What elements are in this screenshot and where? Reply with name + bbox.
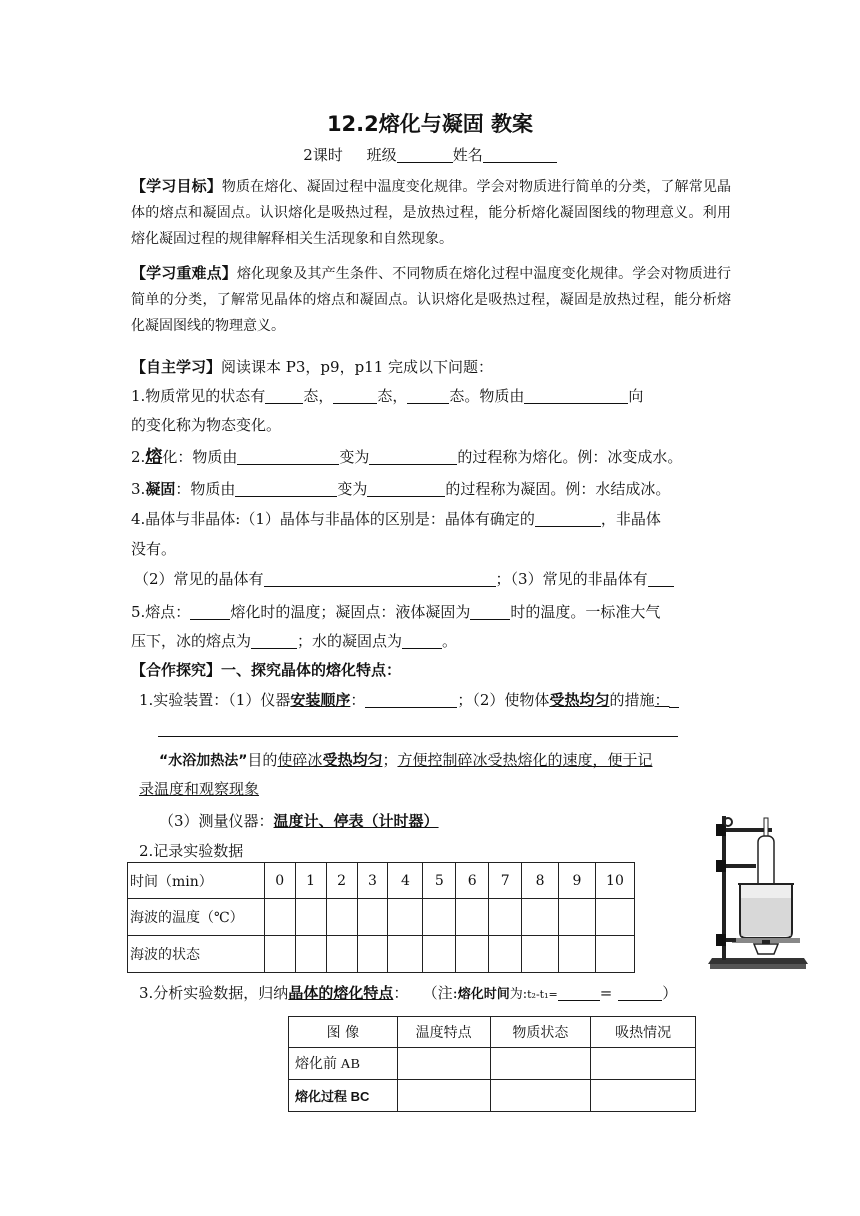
q3-blank-2[interactable] — [367, 480, 445, 497]
water-bath-sep: ； — [382, 751, 398, 769]
q5-text-b: 熔化时的温度；凝固点：液体凝固为 — [230, 603, 471, 621]
temperature-cell[interactable] — [264, 899, 295, 936]
step1-install-order: 安装顺序 — [290, 691, 351, 709]
state-cell[interactable] — [388, 936, 423, 973]
temperature-cell[interactable] — [326, 899, 357, 936]
step3-formula: t₂-t₁= — [527, 988, 558, 1001]
data-table — [127, 862, 635, 973]
state-cell[interactable] — [264, 936, 295, 973]
table-row — [128, 936, 635, 973]
q3-text-e: 的过程称为凝固。例：水结成冰。 — [445, 480, 671, 498]
step3-keyword: 晶体的熔化特点 — [288, 984, 394, 1002]
q1-blank-3[interactable] — [407, 387, 449, 404]
q4-blank-1[interactable] — [535, 510, 601, 527]
q3-number: 3. — [131, 480, 146, 498]
state-cell[interactable] — [489, 936, 522, 973]
state-cell[interactable] — [456, 936, 489, 973]
time-cell: 2 — [326, 863, 357, 899]
step1-colon-2: ： — [654, 691, 670, 709]
q4-text-a: 4.晶体与非晶体:（1）晶体与非晶体的区别是：晶体有确定的 — [131, 510, 535, 528]
time-cell: 3 — [357, 863, 388, 899]
temperature-cell[interactable] — [559, 899, 596, 936]
name-blank[interactable] — [483, 146, 557, 163]
step-2: 2.记录实验数据 — [139, 842, 244, 860]
water-bath-text-c: 使碎冰 — [277, 751, 323, 769]
goals-label: 【学习目标】 — [131, 177, 222, 195]
q5-text-d: 压下，冰的熔点为 — [131, 632, 252, 650]
analysis-cell[interactable] — [591, 1048, 696, 1079]
step1-text-a: 1.实验装置：（1）仪器 — [139, 691, 291, 709]
name-label: 姓名 — [452, 146, 483, 164]
q1-text-c: 态， — [377, 387, 408, 405]
key-points-text: 熔化现象及其产生条件、不同物质在熔化过程中温度变化规律。学会对物质进行简单的分类，了解常见晶体的熔点和凝固点。认识熔化是吸热过程，凝固是放热过程，能分析熔化凝固图线的物理意义。 — [131, 266, 731, 334]
q2-keyword: 熔 — [145, 447, 163, 467]
q5-text-c: 时的温度。一标准大气 — [510, 603, 661, 621]
row-label-temperature: 海波的温度（℃） — [128, 899, 265, 936]
state-cell[interactable] — [559, 936, 596, 973]
q2-text-e: 的过程称为熔化。例：冰变成水。 — [457, 448, 683, 466]
analysis-header-row — [289, 1017, 696, 1048]
water-bath-text-g: 录温度和观察现象 — [139, 780, 260, 798]
step1-blank-2[interactable] — [669, 691, 679, 708]
analysis-cell[interactable] — [397, 1079, 490, 1111]
q4-text-e: ；（3）常见的非晶体有 — [495, 570, 648, 588]
analysis-row-bc: 熔化过程 BC — [289, 1079, 398, 1111]
data-table-header-row — [128, 863, 635, 899]
water-bath-line — [159, 749, 759, 772]
step1-text-f: 的措施 — [609, 691, 655, 709]
q5-blank-3[interactable] — [251, 632, 297, 649]
state-cell[interactable] — [295, 936, 326, 973]
question-3 — [131, 478, 731, 500]
step1-uniform-heat: 受热均匀 — [549, 691, 610, 709]
q5-blank-1[interactable] — [190, 603, 230, 620]
q4-blank-3[interactable] — [648, 570, 674, 587]
table-row — [128, 899, 635, 936]
time-cell: 6 — [456, 863, 489, 899]
analysis-table — [288, 1016, 696, 1112]
step3-note-open: （注: — [422, 984, 458, 1002]
step-3 — [139, 982, 759, 1006]
measure-tools: 温度计、停表（计时器） — [273, 812, 439, 830]
time-cell: 0 — [264, 863, 295, 899]
analysis-cell[interactable] — [490, 1048, 591, 1079]
class-label: 班级 — [366, 146, 397, 164]
water-bath-term: “水浴加热法” — [159, 753, 248, 769]
class-blank[interactable] — [397, 146, 453, 163]
time-cell: 7 — [489, 863, 522, 899]
q5-blank-2[interactable] — [470, 603, 510, 620]
question-5 — [131, 601, 731, 623]
step1-answer-line[interactable] — [158, 736, 678, 737]
time-cell: 5 — [423, 863, 456, 899]
step3-melt-time: 熔化时间 — [457, 987, 510, 1002]
measure-label: （3）测量仪器： — [159, 812, 274, 830]
q3-text-d: 变为 — [337, 480, 368, 498]
step3-blank-2[interactable] — [618, 984, 662, 1001]
time-cell: 9 — [559, 863, 596, 899]
q4-text-c: 没有。 — [131, 540, 177, 558]
q3-keyword: 凝固 — [145, 480, 176, 498]
state-cell[interactable] — [357, 936, 388, 973]
q1-text-b: 态， — [303, 387, 334, 405]
analysis-header-heat: 吸热情况 — [591, 1017, 696, 1048]
self-study-text: 阅读课本 P3，p9，p11 完成以下问题： — [221, 358, 494, 376]
question-1 — [131, 385, 731, 407]
question-4-part2 — [134, 568, 734, 590]
q4-text-b: ，非晶体 — [600, 510, 661, 528]
q3-blank-1[interactable] — [235, 480, 337, 497]
step-1 — [139, 689, 739, 711]
measure-instruments — [159, 810, 759, 832]
q2-text-d: 变为 — [339, 448, 370, 466]
q2-text-c: 化：物质由 — [162, 448, 238, 466]
q5-text-f: 。 — [442, 632, 458, 650]
state-cell[interactable] — [595, 936, 634, 973]
q5-text-a: 5.熔点： — [131, 603, 191, 621]
question-5-cont — [131, 630, 731, 652]
q2-blank-2[interactable] — [369, 448, 457, 465]
step1-blank-1[interactable] — [365, 691, 457, 708]
question-4-cont — [131, 538, 731, 560]
q5-blank-4[interactable] — [402, 632, 442, 649]
q5-text-e: ；水的凝固点为 — [297, 632, 403, 650]
q1-text-f: 的变化称为物态变化。 — [131, 416, 282, 434]
analysis-row-ab: 熔化前 AB — [289, 1048, 398, 1079]
question-2 — [131, 446, 731, 468]
state-cell[interactable] — [522, 936, 559, 973]
question-4 — [131, 508, 731, 530]
analysis-header-graph: 图 像 — [289, 1017, 398, 1048]
analysis-header-temp: 温度特点 — [397, 1017, 490, 1048]
goals-text: 物质在熔化、凝固过程中温度变化规律。学会对物质进行简单的分类，了解常见晶体的熔点和凝固点。认识熔化是吸热过程，是放热过程，能分析熔化凝固图线的物理意义。利用熔化凝固过程的规律解释相关生活现象和自然现象。 — [131, 179, 731, 247]
state-cell[interactable] — [326, 936, 357, 973]
table-row — [289, 1048, 696, 1079]
subtitle-line — [0, 144, 860, 165]
self-study-heading — [131, 356, 731, 378]
learning-goals — [131, 173, 731, 252]
analysis-cell[interactable] — [591, 1079, 696, 1111]
temperature-cell[interactable] — [423, 899, 456, 936]
q1-text-a: 1.物质常见的状态有 — [131, 387, 266, 405]
temperature-cell[interactable] — [357, 899, 388, 936]
temperature-cell[interactable] — [595, 899, 634, 936]
step3-colon: ： — [393, 984, 409, 1002]
q1-text-d: 态。物质由 — [449, 387, 525, 405]
temperature-cell[interactable] — [456, 899, 489, 936]
row-label-state: 海波的状态 — [128, 936, 265, 973]
step3-equals: = — [599, 984, 613, 1002]
step3-blank-1[interactable] — [558, 984, 600, 1001]
time-header: 时间（min） — [128, 863, 265, 899]
analysis-cell[interactable] — [397, 1048, 490, 1079]
step1-text-d: ；（2）使物体 — [457, 691, 550, 709]
lab-apparatus-icon — [708, 812, 812, 972]
q1-text-e: 向 — [628, 387, 644, 405]
water-bath-purpose: 目的 — [247, 751, 278, 769]
analysis-header-state: 物质状态 — [490, 1017, 591, 1048]
water-bath-cont — [139, 778, 739, 800]
step3-note-close: ） — [662, 984, 678, 1002]
table-row — [289, 1079, 696, 1111]
q3-text-c: ：物质由 — [175, 480, 236, 498]
page-title: 12.2熔化与凝固 教案 — [326, 112, 534, 136]
lesson-count: 2课时 — [303, 146, 343, 164]
key-points-label: 【学习重难点】 — [131, 264, 237, 282]
temperature-cell[interactable] — [489, 899, 522, 936]
time-cell: 10 — [595, 863, 634, 899]
q2-number: 2. — [131, 448, 146, 466]
time-cell: 8 — [522, 863, 559, 899]
step3-text-f: 为: — [509, 987, 528, 1002]
step1-colon: ： — [350, 691, 366, 709]
time-cell: 1 — [295, 863, 326, 899]
question-1-cont — [131, 414, 731, 436]
water-bath-uniform: 受热均匀 — [322, 751, 383, 769]
q1-blank-1[interactable] — [265, 387, 303, 404]
water-bath-text-f: 方便控制碎冰受热熔化的速度，便于记 — [397, 751, 653, 769]
step3-text-a: 3.分析实验数据，归纳 — [139, 984, 289, 1002]
state-cell[interactable] — [423, 936, 456, 973]
q4-blank-2[interactable] — [264, 570, 496, 587]
temperature-cell[interactable] — [522, 899, 559, 936]
analysis-cell[interactable] — [490, 1079, 591, 1111]
explore-heading: 【合作探究】一、探究晶体的熔化特点： — [131, 661, 402, 679]
temperature-cell[interactable] — [388, 899, 423, 936]
q1-blank-4[interactable] — [524, 387, 628, 404]
q2-blank-1[interactable] — [237, 448, 339, 465]
time-cell: 4 — [388, 863, 423, 899]
key-points — [131, 260, 731, 339]
q4-text-d: （2）常见的晶体有 — [134, 570, 264, 588]
self-study-label: 【自主学习】 — [131, 358, 222, 376]
q1-blank-2[interactable] — [333, 387, 377, 404]
temperature-cell[interactable] — [295, 899, 326, 936]
